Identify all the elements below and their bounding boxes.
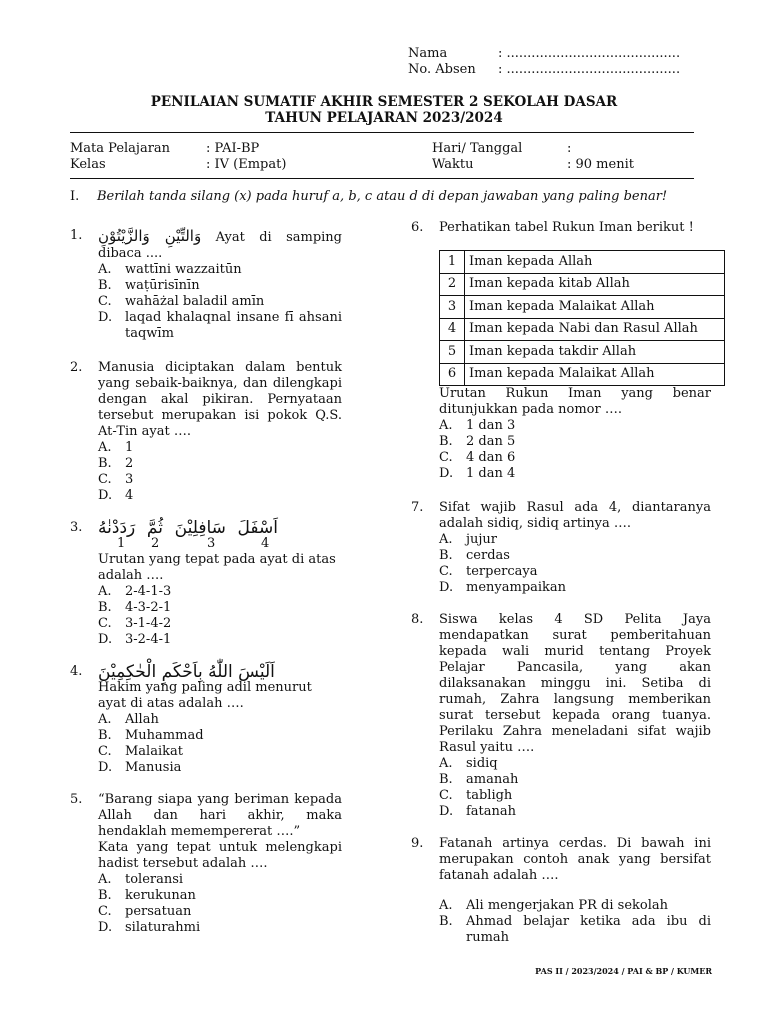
question-number: 4.	[70, 664, 83, 679]
table-row: 6 Iman kepada Malaikat Allah	[440, 363, 725, 386]
question-text: Ayat di samping dibaca ....	[98, 230, 342, 261]
instruction	[70, 189, 700, 204]
hadith-quote: “Barang siapa yang beriman kepada Allah dan hari akhir, maka hendaklah memempererat ….”	[98, 792, 342, 839]
option-a[interactable]: A. sidiq	[439, 756, 498, 771]
option-d[interactable]: D. menyampaikan	[439, 580, 567, 595]
page-footer: PAS II / 2023/2024 / PAI & BP / KUMER	[535, 966, 712, 976]
option-b[interactable]: B. kerukunan	[98, 888, 196, 903]
option-b[interactable]: B. 2 dan 5	[439, 434, 516, 449]
right-column	[411, 220, 711, 946]
option-b[interactable]: B. 4-3-2-1	[98, 600, 172, 615]
title-line-1: PENILAIAN SUMATIF AKHIR SEMESTER 2 SEKOLAH DASAR	[150, 94, 618, 110]
option-d[interactable]: D. Manusia	[98, 760, 182, 775]
question-text: Hakim yang paling adil menurut ayat di atas adalah ….	[98, 680, 312, 711]
left-column	[70, 228, 342, 936]
arabic-word-4: اَسْفَلَ	[237, 518, 278, 538]
option-b[interactable]: B. Muhammad	[98, 728, 204, 743]
question-text: Perhatikan tabel Rukun Iman berikut !	[439, 220, 694, 235]
subject-label: Mata Pelajaran	[70, 141, 171, 156]
option-c[interactable]: C. tabligh	[439, 788, 513, 803]
arabic-verse: وَالتِّيْنِ وَالزَّيْتُوْنِ	[98, 227, 202, 245]
absen-field[interactable]: : ..........................................	[498, 62, 681, 77]
question-text: Manusia diciptakan dalam bentuk yang sebaik-baiknya, dan dilengkapi dengan akal pikiran. Pernyataan tersebut merupakan isi pokok Q.S. At-Tin ayat ….	[98, 360, 342, 439]
table-row: 1 Iman kepada Allah	[440, 251, 725, 274]
question-8	[411, 612, 711, 820]
title-line-2: TAHUN PELAJARAN 2023/2024	[265, 110, 503, 126]
option-a[interactable]: A. toleransi	[98, 872, 184, 887]
question-number: 1.	[70, 228, 83, 243]
question-text: Fatanah artinya cerdas. Di bawah ini merupakan contoh anak yang bersifat fatanah adalah ….	[439, 836, 711, 883]
option-c[interactable]: C. terpercaya	[439, 564, 538, 579]
subject-value: : PAI-BP	[206, 141, 260, 156]
table-row: 3 Iman kepada Malaikat Allah	[440, 296, 725, 319]
question-number: 8.	[411, 612, 424, 627]
name-label: Nama	[408, 46, 448, 61]
arabic-word-3: سَافِلِيْنَ	[174, 518, 226, 538]
exam-info	[70, 141, 694, 173]
table-row: 4 Iman kepada Nabi dan Rasul Allah	[440, 318, 725, 341]
option-c[interactable]: C. 4 dan 6	[439, 450, 516, 465]
question-2	[70, 360, 342, 504]
arabic-verse: اَلَيْسَ اللّٰهُ بِاَحْكَمِ الْحٰكِمِيْنَ	[98, 662, 275, 682]
question-3	[70, 520, 342, 648]
option-c[interactable]: C. 3	[98, 472, 134, 487]
table-row: 5 Iman kepada takdir Allah	[440, 341, 725, 364]
question-text-2: Urutan Rukun Iman yang benar ditunjukkan pada nomor ….	[439, 386, 711, 417]
option-b[interactable]: B. amanah	[439, 772, 519, 787]
absen-label: No. Absen	[408, 62, 476, 77]
option-a[interactable]: A. 1	[98, 440, 134, 455]
question-number: 3.	[70, 520, 83, 535]
student-identity	[408, 46, 688, 78]
digit-2: 2	[151, 536, 160, 551]
question-5	[70, 792, 342, 936]
question-4	[70, 664, 342, 776]
question-6	[411, 220, 711, 482]
option-c[interactable]: C. persatuan	[98, 904, 192, 919]
class-value: : IV (Empat)	[206, 157, 287, 172]
question-text: Siswa kelas 4 SD Pelita Jaya mendapatkan surat pemberitahuan kepada wali murid tentang Proyek Pelajar Pancasila, yang akan dilaksanakan minggu ini. Setiba di rumah, Zahra langsung memberikan surat tersebut kepada orang tuanya. Perilaku Zahra meneladani sifat wajib Rasul yaitu ….	[439, 612, 711, 755]
option-d[interactable]: D. laqad khalaqnal insane fī ahsani taqwīm	[98, 310, 342, 341]
option-d[interactable]: D. 4	[98, 488, 134, 503]
word-numbers	[70, 536, 342, 552]
question-number: 5.	[70, 792, 83, 807]
question-number: 9.	[411, 836, 424, 851]
digit-4: 4	[261, 536, 270, 551]
option-c[interactable]: C. wahāżal baladil amīn	[98, 294, 265, 309]
question-number: 2.	[70, 360, 83, 375]
question-text: Kata yang tepat untuk melengkapi hadist tersebut adalah ….	[98, 840, 342, 871]
option-b[interactable]: B. cerdas	[439, 548, 510, 563]
exam-title	[0, 94, 768, 126]
option-b[interactable]: B. waṭūrisīnīn	[98, 278, 200, 293]
option-d[interactable]: D. 1 dan 4	[439, 466, 516, 481]
time-value: : 90 menit	[567, 157, 634, 172]
rukun-iman-table	[439, 250, 725, 386]
option-d[interactable]: D. fatanah	[439, 804, 517, 819]
question-7	[411, 500, 711, 596]
arabic-word-2: ثُمَّ	[146, 518, 163, 538]
option-a[interactable]: A. Ali mengerjakan PR di sekolah	[439, 898, 669, 913]
day-value: :	[567, 141, 572, 156]
table-row: 2 Iman kepada kitab Allah	[440, 273, 725, 296]
digit-1: 1	[117, 536, 126, 551]
option-c[interactable]: C. 3-1-4-2	[98, 616, 172, 631]
question-number: 7.	[411, 500, 424, 515]
option-a[interactable]: A. wattīni wazzaitūn	[98, 262, 242, 277]
question-9	[411, 836, 711, 946]
instruction-text: Berilah tanda silang (x) pada huruf a, b, c atau d di depan jawaban yang paling benar!	[97, 189, 668, 204]
time-label: Waktu	[432, 157, 474, 172]
arabic-words	[98, 520, 278, 536]
option-d[interactable]: D. silaturahmi	[98, 920, 201, 935]
option-b[interactable]: B. Ahmad belajar ketika ada ibu di rumah	[439, 914, 711, 945]
name-field[interactable]: : ..........................................	[498, 46, 681, 61]
info-divider	[70, 178, 694, 179]
top-divider	[70, 132, 694, 133]
question-1	[70, 228, 342, 342]
class-label: Kelas	[70, 157, 106, 172]
option-a[interactable]: A. Allah	[98, 712, 159, 727]
option-c[interactable]: C. Malaikat	[98, 744, 183, 759]
arabic-word-1: رَدَدْنٰهُ	[98, 518, 136, 538]
instruction-number: I.	[70, 189, 80, 204]
option-d[interactable]: D. 3-2-4-1	[98, 632, 172, 647]
question-text: Sifat wajib Rasul ada 4, diantaranya adalah sidiq, sidiq artinya ….	[439, 500, 711, 531]
option-a[interactable]: A. jujur	[439, 532, 498, 547]
question-text: Urutan yang tepat pada ayat di atas adalah ….	[98, 552, 336, 583]
option-a[interactable]: A. 1 dan 3	[439, 418, 516, 433]
digit-3: 3	[207, 536, 216, 551]
option-b[interactable]: B. 2	[98, 456, 134, 471]
question-number: 6.	[411, 220, 424, 235]
day-label: Hari/ Tanggal	[432, 141, 523, 156]
option-a[interactable]: A. 2-4-1-3	[98, 584, 172, 599]
